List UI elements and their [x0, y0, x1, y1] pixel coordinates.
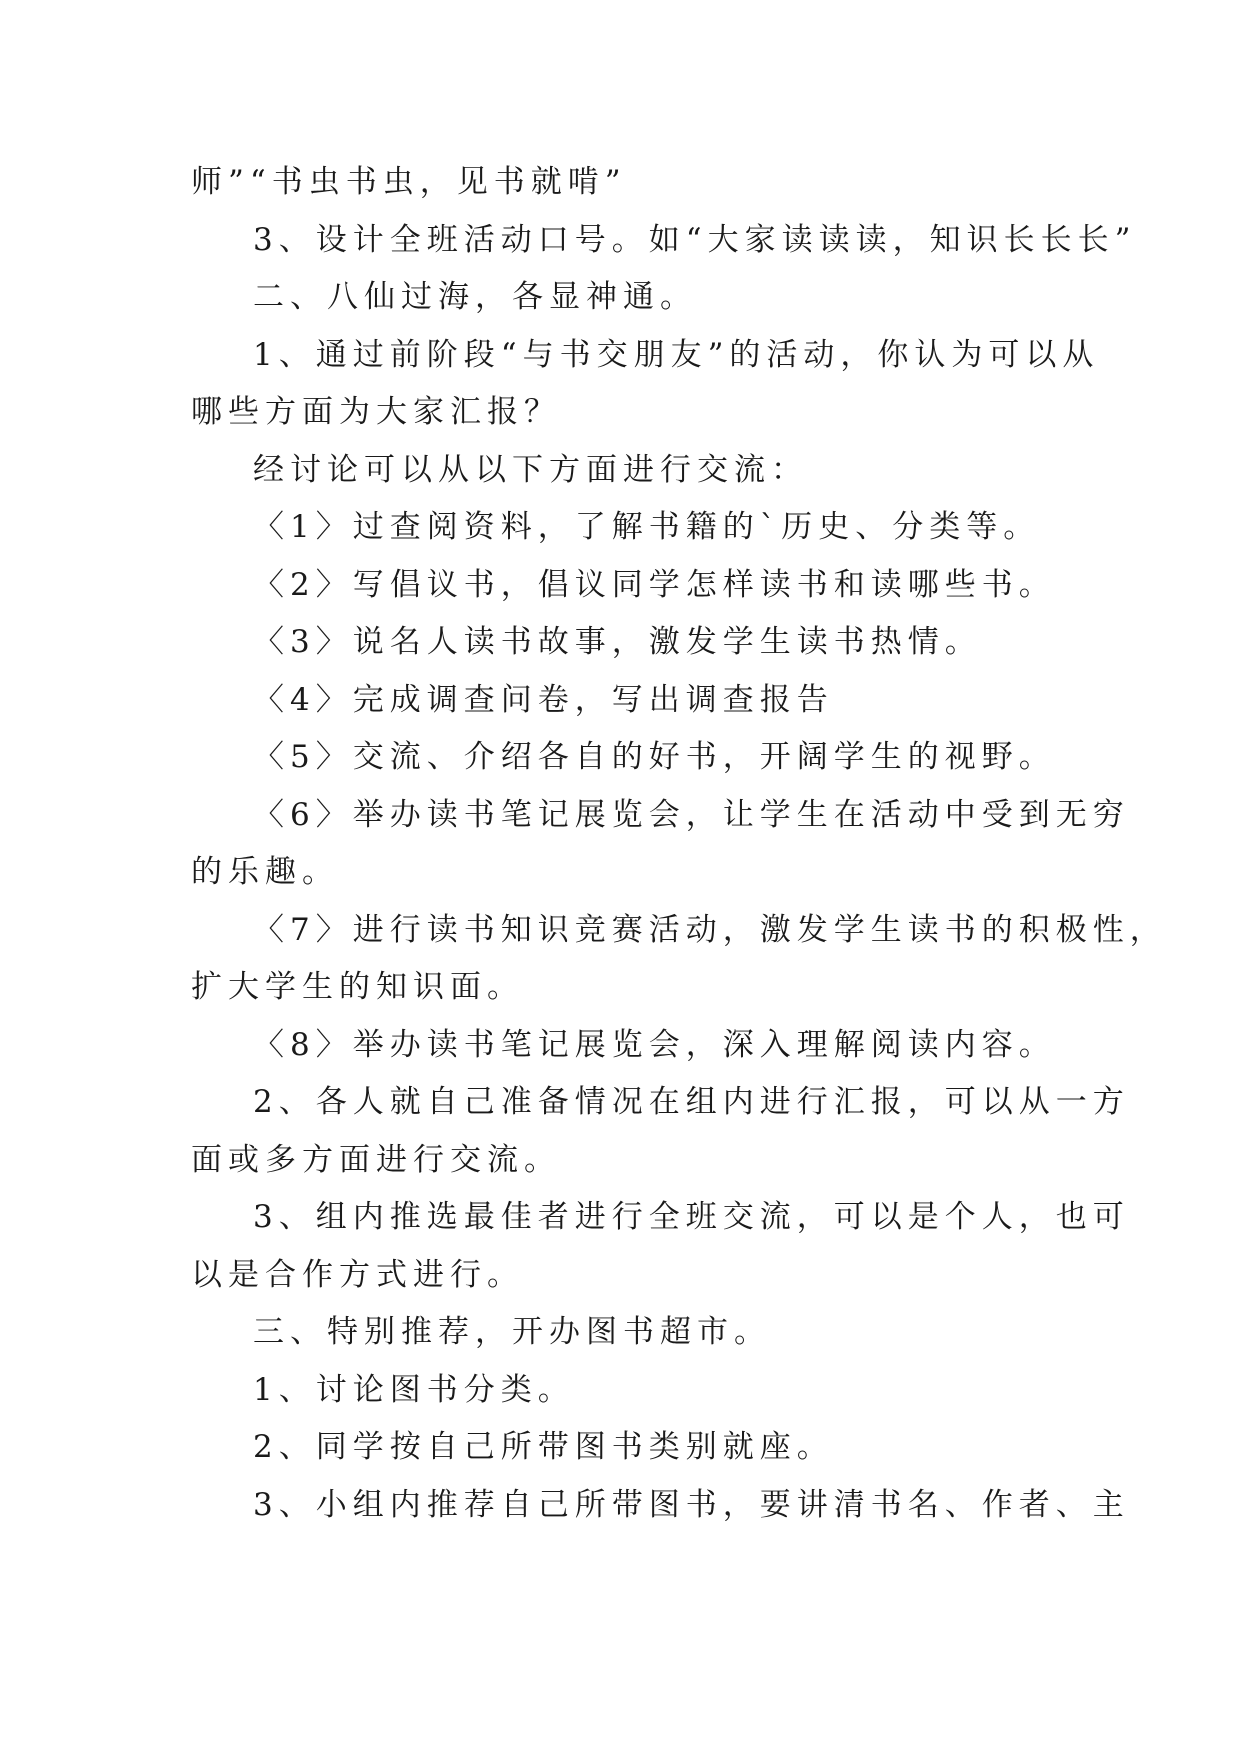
text-line: 〈5〉交流、介绍各自的好书，开阔学生的视野。 — [253, 739, 1056, 775]
text-line: 二、八仙过海，各显神通。 — [253, 279, 697, 315]
text-line: 3、组内推选最佳者进行全班交流，可以是个人，也可 — [253, 1199, 1130, 1235]
text-line: 3、设计全班活动口号。如“大家读读读，知识长长长” — [253, 222, 1137, 258]
text-line: 三、特别推荐，开办图书超市。 — [253, 1314, 771, 1350]
text-line: 〈1〉过查阅资料，了解书籍的`历史、分类等。 — [253, 509, 1041, 545]
text-line: 师”“书虫书虫，见书就啃” — [191, 164, 627, 200]
text-line: 哪些方面为大家汇报？ — [191, 394, 561, 430]
text-line: 的乐趣。 — [191, 854, 339, 890]
text-line: 〈4〉完成调查问卷，写出调查报告 — [253, 682, 834, 718]
text-line: 2、各人就自己准备情况在组内进行汇报，可以从一方 — [253, 1084, 1130, 1120]
text-line: 以是合作方式进行。 — [191, 1257, 524, 1293]
text-line: 〈7〉进行读书知识竞赛活动，激发学生读书的积极性， — [253, 912, 1167, 948]
text-line: 3、小组内推荐自己所带图书，要讲清书名、作者、主 — [253, 1487, 1130, 1523]
text-line: 2、同学按自己所带图书类别就座。 — [253, 1429, 834, 1465]
text-line: 面或多方面进行交流。 — [191, 1142, 561, 1178]
text-line: 〈8〉举办读书笔记展览会，深入理解阅读内容。 — [253, 1027, 1056, 1063]
text-line: 〈6〉举办读书笔记展览会，让学生在活动中受到无穷 — [253, 797, 1130, 833]
text-line: 经讨论可以从以下方面进行交流： — [253, 452, 808, 488]
text-line: 1、讨论图书分类。 — [253, 1372, 575, 1408]
text-line: 〈2〉写倡议书，倡议同学怎样读书和读哪些书。 — [253, 567, 1056, 603]
text-line: 〈3〉说名人读书故事，激发学生读书热情。 — [253, 624, 982, 660]
text-line: 1、通过前阶段“与书交朋友”的活动，你认为可以从 — [253, 337, 1100, 373]
text-line: 扩大学生的知识面。 — [191, 969, 524, 1005]
